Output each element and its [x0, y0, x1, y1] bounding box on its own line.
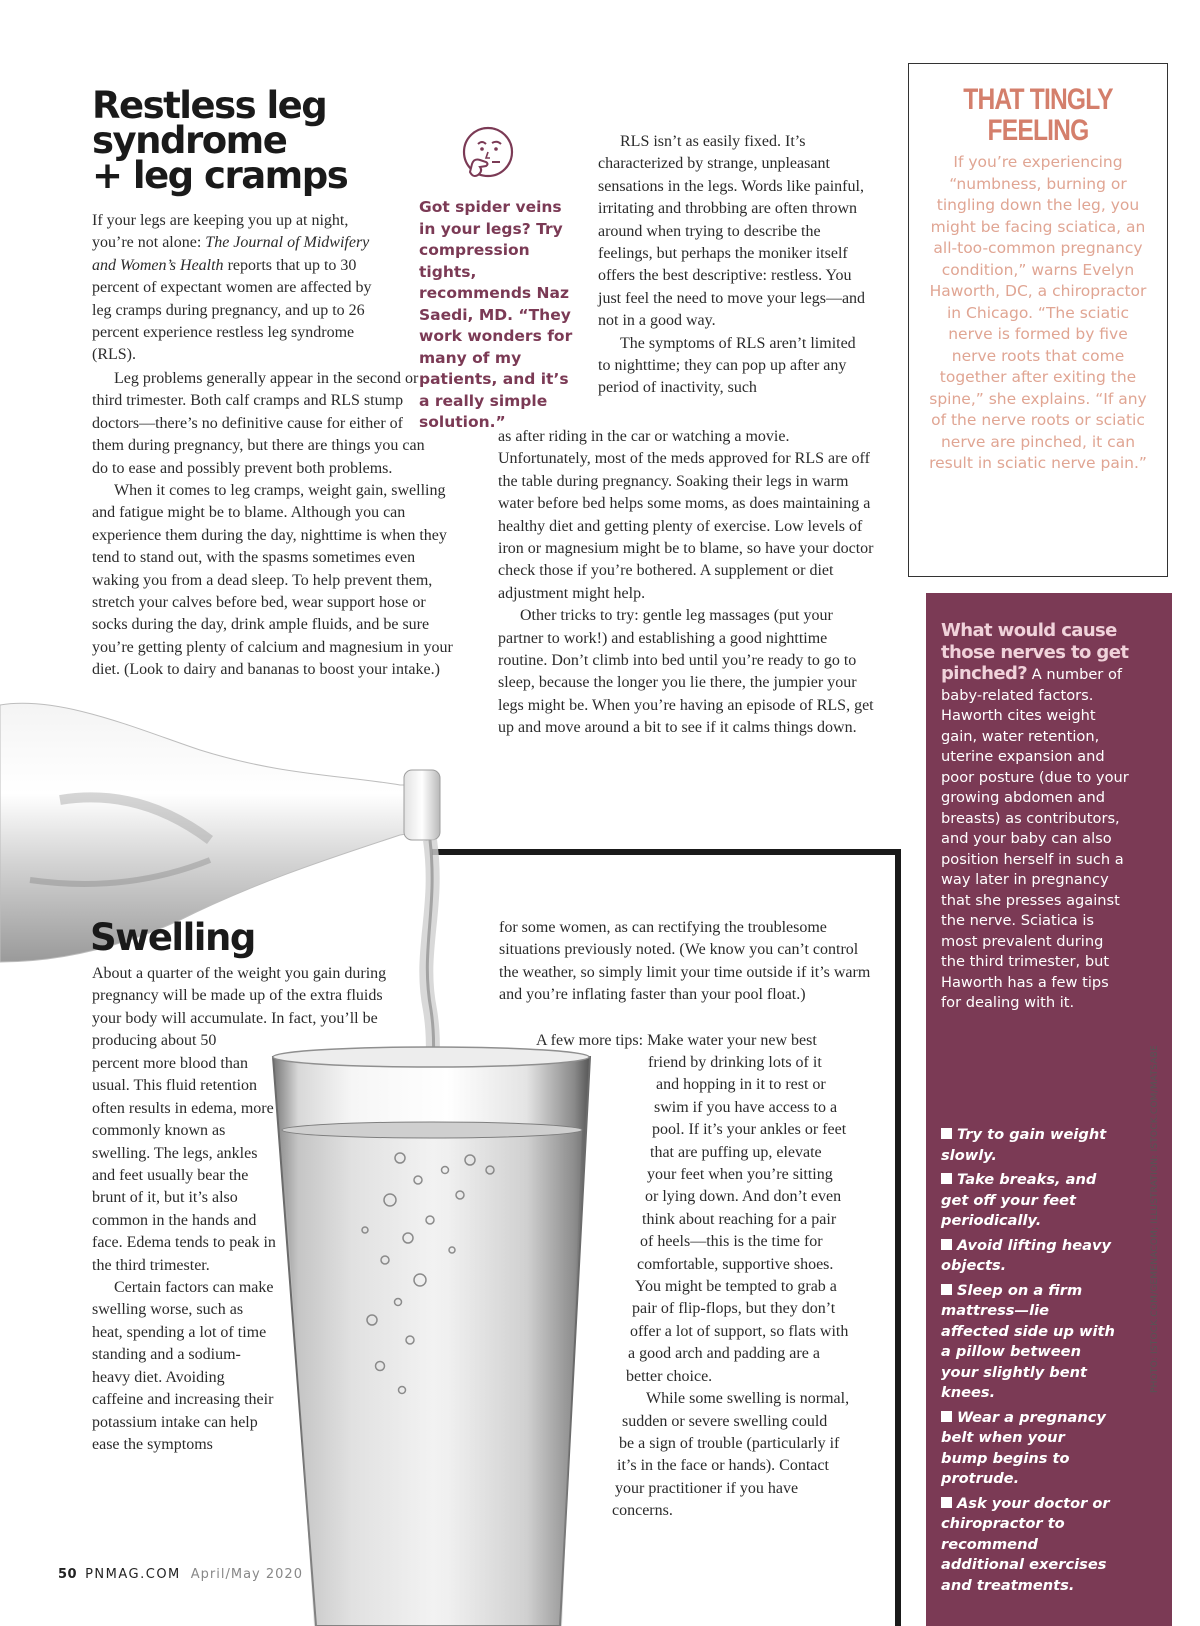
rls-intro-paragraph: If your legs are keeping you up at night, you’re not alone: The Journal of Midwifery and Women’s Health reports that up to 30 percent of expectant women are affected by leg cramps during pregnancy, and up to 26 percent experience restless leg syndrome (RLS).	[92, 212, 372, 364]
swelling-column-2-top: for some women, as can rectifying the troublesome situations previously noted. (We know you can’t control the weather, so simply limit your time outside if it’s warm and you’re inflating faster than your pool float.)	[499, 919, 871, 1004]
rls-heading	[92, 84, 422, 197]
square-bullet-icon	[941, 1497, 952, 1508]
swelling-tip-line: think about reaching for a pair	[642, 1210, 837, 1228]
swelling-tip-line: comfortable, supportive shoes.	[637, 1255, 834, 1273]
swelling-tip-line: pair of flip-flops, but they don’t	[632, 1300, 836, 1318]
swelling-tip-line: your practitioner if you have	[615, 1479, 799, 1497]
swelling-tips-first-line: A few more tips: Make water your new best	[536, 1032, 817, 1049]
sidebar-tip: Try to gain weight slowly.	[941, 1126, 1107, 1164]
swelling-tip-line: or lying down. And don’t even	[645, 1188, 842, 1206]
rls-col2-paragraph-2-bottom: as after riding in the car or watching a movie. Unfortunately, most of the meds approved for RLS are off the table during pregnancy. Soaking their legs in warm water before bed helps some moms, as does maintaining a healthy diet and getting plenty of exercise. Low levels of iron or magnesium might be to blame, so have your doctor check those if you’re bothered. A supplement or diet adjustment might help.	[498, 428, 874, 602]
square-bullet-icon	[941, 1284, 952, 1295]
swelling-tip-line: While some swelling is normal,	[646, 1390, 850, 1408]
swelling-tip-line: it’s in the face or hands). Contact	[617, 1457, 829, 1475]
swelling-paragraph-1-cont: percent more blood than usual. This fluid retention often results in edema, more commonly known as swelling. The legs, ankles and feet usually bear the brunt of it, but it’s also common in the hands and face. Edema tends to peak in the third trimester.	[92, 1055, 276, 1274]
rls-col2-paragraph-3: Other tricks to try: gentle leg massages (put your partner to work!) and establishing a good nighttime routine. Don’t climb into bed until you’re ready to go to sleep, because the longer you lie there, the jumpier your legs might be. When you’re having an episode of RLS, get up and move around a bit to see if it calms things down.	[498, 607, 874, 737]
photo-credit: PHOTO: ISTOCK.COM/GEMENACOM; ILLUSTRATION: ISTOCK.COM/MATSABE	[1150, 1045, 1160, 1393]
rls-column-2-upper	[598, 131, 870, 400]
page-number: 50	[58, 1567, 78, 1582]
swelling-tip-line: a good arch and padding are a	[628, 1345, 820, 1363]
sidebar-body-text: A number of baby-related factors. Haworth cites weight gain, water retention, uterine expansion and poor posture (due to your growing abdomen and breasts) as contributors, and your baby can also position herself in such a way later in pregnancy that she presses against the nerve. Sciatica is most prevalent during the third trimester, but Haworth has a few tips for dealing with it.	[941, 666, 1129, 1011]
square-bullet-icon	[941, 1239, 952, 1250]
sidebar-tip: Avoid lifting heavy objects.	[941, 1236, 1111, 1274]
swelling-tip-line: of heels—this is the time for	[640, 1233, 823, 1251]
square-bullet-icon	[941, 1411, 952, 1422]
sidebar-tip: Wear a pregnancy belt when your bump begins to protrude.	[941, 1408, 1106, 1487]
rls-heading-line: Restless leg	[92, 84, 327, 127]
tingly-feeling-box	[908, 63, 1168, 577]
sidebar-heading: What would cause those nerves to get pinched?	[941, 620, 1129, 684]
sidebar-tip: Take breaks, and get off your feet periodically.	[941, 1171, 1097, 1229]
thinking-face-icon	[458, 124, 518, 184]
sciatica-sidebar	[926, 593, 1172, 1626]
swelling-tip-line: your feet when you’re sitting	[647, 1166, 833, 1184]
swelling-tip-line: better choice.	[626, 1367, 713, 1385]
sidebar-tip: Sleep on a firm mattress—lie affected side up with a pillow between your slightly bent knees.	[941, 1281, 1115, 1401]
swelling-tip-line: pool. If it’s your ankles or feet	[652, 1121, 847, 1139]
pull-quote: Got spider veins in your legs? Try compression tights, recommends Naz Saedi, MD. “They work wonders for many of my patients, and it’s a really simple solution.”	[419, 198, 573, 431]
journal-title: The Journal of Midwifery and Women’s Health	[92, 234, 370, 274]
swelling-tip-line: offer a lot of support, so flats with	[630, 1322, 849, 1340]
swelling-tip-line: friend by drinking lots of it	[648, 1054, 822, 1071]
swelling-tip-line: sudden or severe swelling could	[622, 1412, 828, 1430]
rls-heading-line: syndrome	[92, 119, 287, 162]
swelling-tip-line: that are puffing up, elevate	[650, 1143, 822, 1161]
swelling-paragraph-2: Certain factors can make swelling worse, such as heat, spending a lot of time standing and a sodium-heavy diet. Avoiding caffeine and increasing their potassium intake can help ease the symptoms	[92, 1279, 274, 1453]
site-name: PNMAG.COM	[85, 1567, 181, 1582]
rls-column-1	[92, 210, 464, 368]
swelling-tip-line: concerns.	[612, 1502, 673, 1520]
rls-heading-line: + leg cramps	[92, 154, 348, 197]
rls-paragraph-3-text: When it comes to leg cramps, weight gain, swelling and fatigue might be to blame. Although you can experience them during the day, nighttime is when they tend to stand out, with the spasms sometimes even waking you from a dead sleep. To help prevent them, stretch your calves before bed, wear support hose or socks during the day, drink ample fluids, and be sure you’re getting plenty of calcium and magnesium in your diet. (Look to dairy and bananas to boost your intake.)	[92, 482, 453, 679]
sidebar-tips	[941, 1125, 1116, 1600]
swelling-tip-line: You might be tempted to grab a	[635, 1278, 837, 1296]
issue-date: April/May 2020	[190, 1567, 303, 1582]
sidebar-body	[941, 621, 1129, 1014]
swelling-heading: Swelling	[90, 916, 255, 959]
rls-col2-paragraph-2-top: The symptoms of RLS aren’t limited to nighttime; they can pop up after any period of inactivity, such	[598, 334, 856, 397]
square-bullet-icon	[941, 1128, 952, 1139]
page-footer	[58, 1567, 303, 1582]
rls-col2-paragraph-1: RLS isn’t as easily fixed. It’s characterized by strange, unpleasant sensations in the legs. Words like painful, irritating and throbbing are often thrown around when trying to describe the feelings, but perhaps the moniker itself offers the best descriptive: restless. You just feel the need to move your legs—and not in a good way.	[598, 133, 866, 330]
swelling-tip-line: swim if you have access to a	[654, 1098, 838, 1116]
swelling-tip-line: and hopping in it to rest or	[656, 1076, 826, 1094]
rls-paragraph-2-block	[92, 368, 453, 682]
square-bullet-icon	[941, 1173, 952, 1184]
rls-paragraph-2-text: Leg problems generally appear in the second or third trimester. Both calf cramps and RLS stump doctors—there’s no definitive cause for either of them during pregnancy, but there are things you can do to ease and possibly prevent both problems.	[92, 370, 425, 477]
tingly-feeling-body: If you’re experiencing “numbness, burning or tingling down the leg, you might be facing sciatica, an all-too-common pregnancy condition,” warns Evelyn Haworth, DC, a chiropractor in Chicago. “The sciatic nerve is formed by five nerve roots that come together after exiting the spine,” she explains. “If any of the nerve roots or sciatic nerve are pinched, it can result in sciatic nerve pain.”	[929, 153, 1147, 472]
tingly-feeling-title: THAT TINGLY FEELING	[963, 83, 1113, 147]
swelling-column-1-top: About a quarter of the weight you gain during pregnancy will be made up of the extra fluids your body will accumulate. In fact, you’ll be producing about 50	[92, 965, 387, 1050]
sidebar-tip: Ask your doctor or chiropractor to recommend additional exercises and treatments.	[941, 1494, 1110, 1594]
swelling-tips-lines	[0, 1052, 900, 1523]
swelling-tip-line: be a sign of trouble (particularly if	[619, 1434, 840, 1452]
